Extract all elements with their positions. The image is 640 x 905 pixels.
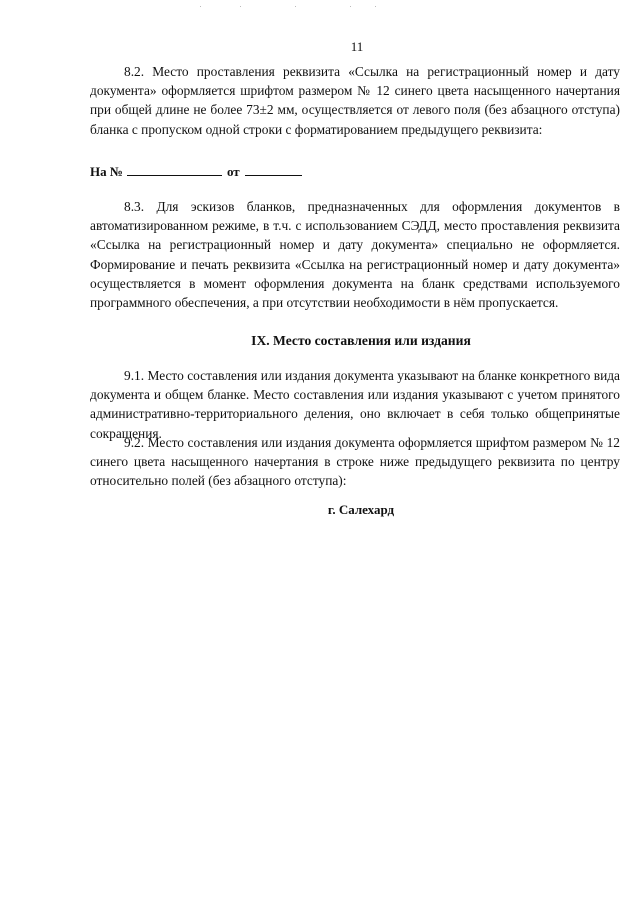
date-blank-line [245,163,302,176]
paragraph-9-1: 9.1. Место составления или издания документа указывают на бланке конкретного вида документа и общем бланке. Место составления или издания указывают с учетом принятого административно-территориального деления, оно включает в себя только общепринятые сокращения. [90,368,620,441]
date-label: от [226,164,240,179]
paragraph-8-3: 8.3. Для эскизов бланков, предназначенных для оформления документов в автоматизированном режиме, в т.ч. с использованием СЭДД, место проставления реквизита «Ссылка на регистрационный номер и дату документа» специально не оформляется. Формирование и печать реквизита «Ссылка на регистрационный номер и дату документа» осуществляется в момент оформления документа на бланк средствами используемого программного обеспечения, а при отсутствии необходимости в нём пропускается. [90,199,620,311]
page-number: 11 [350,39,364,54]
number-blank-line [127,163,222,176]
scan-artifacts [200,6,400,10]
registration-reference-sample [90,162,302,181]
paragraph-8-2: 8.2. Место проставления реквизита «Ссылка на регистрационный номер и дату документа» оформляется шрифтом размером № 12 синего цвета насыщенного начертания при общей длине не более 73±2 мм, осуществляется от левого поля (без абзацного отступа) бланка с пропуском одной строки с форматированием предыдущего реквизита: [90,64,620,137]
number-label: На № [90,164,123,179]
section-heading: IX. Место составления или издания [251,333,471,348]
place-of-issue-sample: г. Салехард [327,502,395,517]
paragraph-9-2: 9.2. Место составления или издания документа оформляется шрифтом размером № 12 синего цвета насыщенного начертания в строке ниже предыдущего реквизита по центру относительно полей (без абзацного отступа): [90,435,620,489]
